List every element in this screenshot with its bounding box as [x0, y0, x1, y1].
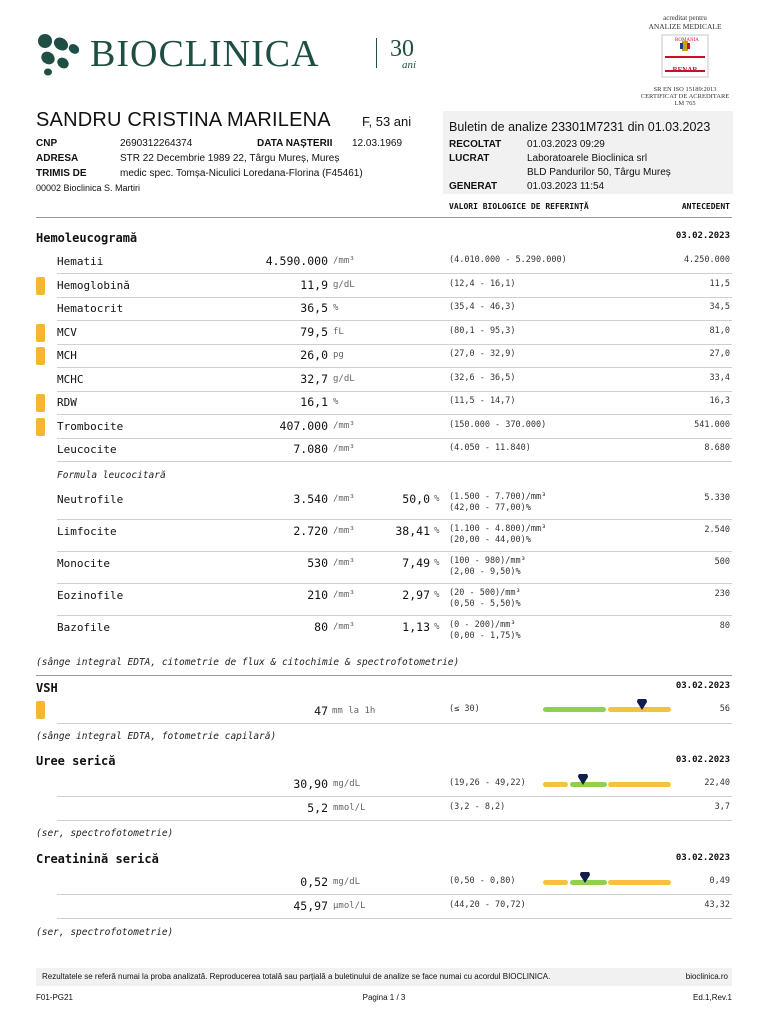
percent-value: 50,0 — [402, 492, 430, 506]
row-divider — [57, 438, 732, 439]
uree-date: 03.02.2023 — [675, 755, 730, 765]
test-unit: g/dL — [333, 279, 355, 290]
reference-range: (35,4 - 46,3) — [449, 302, 516, 312]
reference-range: (12,4 - 16,1) — [449, 278, 516, 289]
accreditation-standard: SR EN ISO 15189:2013 — [653, 86, 717, 93]
bulletin-title: Buletin de analize 23301M7231 din 01.03.2023 — [449, 120, 711, 134]
accreditation-block — [630, 14, 740, 107]
collected-value: 01.03.2023 09:29 — [527, 139, 605, 150]
test-value: 2.720 — [293, 524, 328, 538]
reference-range-abs: (1.100 - 4.800)/mm³ — [449, 524, 547, 534]
test-unit: mmol/L — [333, 803, 366, 813]
reference-range: (4.010.000 - 5.290.000) — [449, 255, 567, 265]
generated-value: 01.03.2023 11:54 — [527, 181, 605, 192]
previous-value: 541.000 — [694, 419, 730, 430]
test-name: Hemoglobină — [57, 278, 130, 292]
abnormal-flag — [36, 347, 45, 365]
sent-by-value: medic spec. Tomșa-Niculici Loredana-Florina (F45461) — [120, 168, 363, 179]
row-divider — [57, 918, 732, 919]
test-unit: fL — [333, 326, 344, 337]
previous-value: 230 — [714, 589, 730, 599]
previous-value: 16,3 — [709, 396, 730, 406]
previous-value: 27,0 — [709, 349, 730, 359]
previous-value: 500 — [714, 557, 730, 567]
row-divider — [57, 414, 732, 415]
accreditation-line1: acreditat pentru — [663, 14, 707, 22]
reference-range: (27,0 - 32,9) — [449, 349, 516, 359]
test-value: 407.000 — [279, 418, 328, 433]
test-value: 210 — [307, 588, 328, 602]
previous-value: 22,40 — [704, 778, 730, 788]
clinic-line: 00002 Bioclinica S. Martiri — [36, 183, 141, 193]
vsh-marker-icon — [636, 699, 648, 711]
abnormal-flag — [36, 394, 45, 412]
vsh-title: VSH — [36, 681, 58, 695]
row-divider — [57, 615, 732, 616]
reference-range-pct: (2,00 - 9,50)% — [449, 567, 521, 577]
test-unit: mg/dL — [333, 779, 361, 789]
test-value: 7.080 — [293, 442, 328, 456]
footer-page: Pagina 1 / 3 — [362, 993, 406, 1002]
row-divider — [57, 551, 732, 552]
vsh-bar-segment — [543, 707, 606, 712]
test-name: Bazofile — [57, 621, 110, 634]
row-divider — [57, 320, 732, 321]
vsh-row-divider — [57, 723, 732, 724]
reference-range: (32,6 - 36,5) — [449, 372, 516, 383]
prev-header: ANTECEDENT — [681, 202, 730, 211]
vsh-value: 47 — [314, 704, 328, 718]
footer-disclaimer: Rezultatele se referă numai la proba analizată. Reproducerea totală sau parțială a buletinului de analize se face numai cu acordul BIOCLINICA. — [42, 972, 551, 981]
test-name: MCV — [57, 325, 77, 339]
row-divider — [57, 391, 732, 392]
dob-label: DATA NAȘTERII — [257, 138, 333, 149]
reference-range-pct: (42,00 - 77,00)% — [449, 503, 531, 513]
reference-range-pct: (20,00 - 44,00)% — [449, 535, 531, 545]
uree-bar-segment — [543, 782, 568, 787]
test-unit: g/dL — [333, 373, 355, 384]
cnp-label: CNP — [36, 138, 58, 149]
test-unit: /mm³ — [333, 420, 355, 431]
brand-years-sub: ani — [402, 59, 417, 71]
percent-unit: % — [434, 622, 440, 632]
reference-range: (150.000 - 370.000) — [449, 419, 547, 430]
generated-label: GENERAT — [449, 181, 498, 192]
reference-range: (0,50 - 0,80) — [449, 876, 516, 886]
creat-note: (ser, spectrofotometrie) — [36, 927, 174, 938]
percent-unit: % — [434, 526, 440, 536]
test-value: 36,5 — [300, 301, 328, 315]
previous-value: 11,5 — [709, 278, 730, 289]
previous-value: 2.540 — [704, 525, 730, 535]
test-name: Monocite — [57, 557, 110, 570]
vsh-unit: mm la 1h — [332, 706, 376, 716]
uree-note: (ser, spectrofotometrie) — [36, 828, 174, 839]
reference-range-abs: (100 - 980)/mm³ — [449, 556, 526, 566]
test-unit: /mm³ — [333, 622, 355, 632]
test-value: 530 — [307, 556, 328, 570]
test-unit: /mm³ — [333, 444, 355, 454]
brand-divider — [376, 38, 377, 68]
test-name: Limfocite — [57, 525, 117, 538]
reference-range-pct: (0,50 - 5,50)% — [449, 599, 521, 609]
hemo-date: 03.02.2023 — [675, 231, 730, 241]
sent-by-label: TRIMIS DE — [36, 168, 87, 179]
vsh-flag — [36, 701, 45, 719]
percent-value: 38,41 — [395, 524, 430, 538]
seal-text: RENAR — [672, 66, 698, 74]
previous-value: 0,49 — [709, 876, 730, 886]
reference-range: (3,2 - 8,2) — [449, 802, 506, 812]
test-unit: µmol/L — [333, 901, 366, 911]
test-value: 5,2 — [307, 801, 328, 815]
test-name: Leucocite — [57, 443, 117, 456]
vsh-ref: (≤ 30) — [449, 704, 480, 714]
test-value: 32,7 — [300, 371, 328, 386]
uree-bar-segment — [608, 782, 671, 787]
percent-unit: % — [434, 590, 440, 600]
creat-bar-segment — [543, 880, 568, 885]
test-name: MCH — [57, 349, 77, 362]
reference-range: (11,5 - 14,7) — [449, 396, 516, 406]
accreditation-line2: ANALIZE MEDICALE — [648, 22, 722, 31]
row-divider — [57, 519, 732, 520]
previous-value: 33,4 — [709, 372, 730, 383]
previous-value: 5.330 — [704, 493, 730, 503]
row-divider — [57, 367, 732, 368]
ref-header: VALORI BIOLOGICE DE REFERINȚĂ — [449, 202, 589, 211]
hemo-divider — [36, 675, 732, 676]
test-value: 0,52 — [300, 875, 328, 889]
cnp-value: 2690312264374 — [120, 138, 193, 149]
reference-range-abs: (20 - 500)/mm³ — [449, 588, 521, 598]
test-unit: /mm³ — [333, 526, 355, 536]
dob-value: 12.03.1969 — [352, 138, 403, 149]
hemo-title: Hemoleucogramă — [36, 231, 138, 245]
previous-value: 81,0 — [709, 325, 730, 336]
creat-title: Creatinină serică — [36, 852, 159, 866]
creat-marker-icon — [579, 872, 591, 884]
percent-unit: % — [434, 494, 440, 504]
formula-label: Formula leucocitară — [57, 470, 166, 481]
abnormal-flag — [36, 277, 45, 295]
test-value: 4.590.000 — [265, 254, 328, 268]
test-unit: pg — [333, 350, 344, 360]
abnormal-flag — [36, 324, 45, 342]
reference-range-abs: (1.500 - 7.700)/mm³ — [449, 492, 547, 502]
lab-label: LUCRAT — [449, 153, 490, 164]
reference-range: (19,26 - 49,22) — [449, 778, 526, 788]
test-value: 3.540 — [293, 492, 328, 506]
previous-value: 34,5 — [709, 302, 730, 312]
test-unit: mg/dL — [333, 877, 361, 887]
reference-range: (80,1 - 95,3) — [449, 325, 516, 336]
previous-value: 80 — [719, 621, 730, 631]
accreditation-certificate: CERTIFICAT DE ACREDITARE — [640, 93, 730, 100]
row-divider — [57, 297, 732, 298]
reference-range: (4.050 - 11.840) — [449, 443, 531, 453]
test-name: Trombocite — [57, 419, 124, 433]
test-value: 30,90 — [293, 777, 328, 791]
brand-name: BIOCLINICA — [90, 33, 320, 75]
previous-value: 3,7 — [714, 802, 730, 812]
seal-top-text: ROMANIA — [675, 38, 699, 43]
uree-title: Uree serică — [36, 754, 116, 768]
footer-code: F01-PG21 — [36, 993, 73, 1002]
test-value: 80 — [314, 620, 328, 634]
reference-range: (44,20 - 70,72) — [449, 900, 526, 910]
percent-value: 7,49 — [402, 556, 430, 570]
test-unit: /mm³ — [333, 590, 355, 600]
percent-value: 1,13 — [402, 620, 430, 634]
percent-unit: % — [434, 558, 440, 568]
test-unit: % — [333, 397, 339, 407]
collected-label: RECOLTAT — [449, 139, 502, 150]
test-value: 45,97 — [293, 899, 328, 913]
brand-years: 30 — [390, 36, 414, 62]
test-unit: /mm³ — [333, 558, 355, 568]
test-unit: /mm³ — [333, 494, 355, 504]
vsh-prev: 56 — [719, 704, 730, 714]
row-divider — [57, 796, 732, 797]
footer-site-link[interactable]: bioclinica.ro — [685, 972, 728, 981]
previous-value: 4.250.000 — [683, 255, 730, 265]
test-name: RDW — [57, 396, 77, 409]
patient-name: SANDRU CRISTINA MARILENA — [36, 109, 331, 131]
test-value: 16,1 — [300, 395, 328, 409]
row-divider — [57, 273, 732, 274]
header-divider — [36, 217, 732, 218]
test-name: MCHC — [57, 372, 84, 386]
accreditation-number: LM 765 — [674, 100, 696, 107]
creat-bar-segment — [608, 880, 671, 885]
test-name: Eozinofile — [57, 589, 124, 602]
row-divider — [57, 894, 732, 895]
test-name: Neutrofile — [57, 493, 124, 506]
creat-date: 03.02.2023 — [675, 853, 730, 863]
patient-sex-age: F, 53 ani — [362, 114, 412, 129]
row-divider — [57, 461, 732, 462]
vsh-note: (sânge integral EDTA, fotometrie capilară) — [36, 731, 277, 742]
lab-value-2: BLD Pandurilor 50, Târgu Mureș — [527, 167, 671, 178]
lab-value-1: Laboratoarele Bioclinica srl — [527, 153, 648, 164]
test-unit: /mm³ — [333, 256, 355, 266]
hemo-note: (sânge integral EDTA, citometrie de flux & citochimie & spectrofotometrie) — [36, 657, 460, 668]
previous-value: 8.680 — [704, 443, 730, 453]
test-unit: % — [333, 303, 339, 313]
address-value: STR 22 Decembrie 1989 22, Târgu Mureș, Mureș — [120, 153, 340, 164]
logo-mark-icon — [34, 32, 84, 78]
bioclinica-logo — [34, 32, 434, 82]
test-value: 26,0 — [300, 348, 328, 362]
previous-value: 43,32 — [704, 900, 730, 910]
reference-range-pct: (0,00 - 1,75)% — [449, 631, 521, 641]
percent-value: 2,97 — [402, 588, 430, 602]
test-name: Hematocrit — [57, 302, 124, 315]
reference-range-abs: (0 - 200)/mm³ — [449, 620, 516, 630]
test-name: Hematii — [57, 255, 104, 268]
address-label: ADRESA — [36, 153, 79, 164]
row-divider — [57, 344, 732, 345]
uree-marker-icon — [577, 774, 589, 786]
footer-edition: Ed.1,Rev.1 — [693, 993, 732, 1002]
row-divider — [57, 583, 732, 584]
test-value: 11,9 — [300, 277, 328, 292]
row-divider — [57, 820, 732, 821]
test-value: 79,5 — [300, 324, 328, 339]
abnormal-flag — [36, 418, 45, 436]
vsh-date: 03.02.2023 — [675, 681, 730, 691]
